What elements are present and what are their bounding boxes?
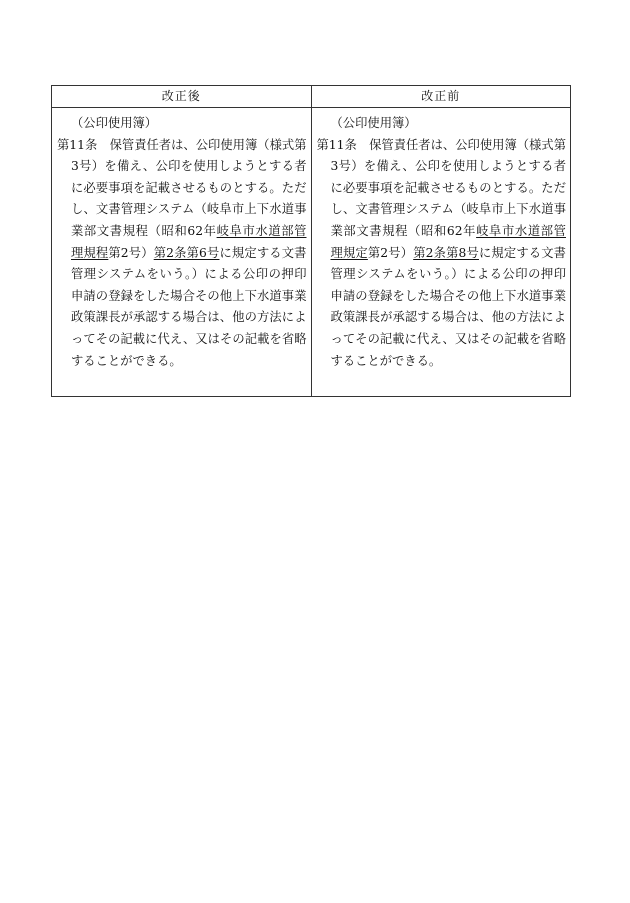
article-text-after (57, 135, 307, 373)
amended-text-1-after: 岐阜市水道部管理規程 (71, 223, 307, 260)
column-before (311, 108, 571, 396)
table-header-row (52, 86, 570, 108)
amended-text-2-before: 第2条第8号 (413, 245, 479, 260)
amended-text-1-before: 岐阜市水道部管理規定 (330, 223, 566, 260)
header-after: 改正後 (161, 89, 201, 103)
article-text-before (317, 135, 567, 373)
table-body-row (52, 108, 570, 396)
article-mid-before: 第2号） (367, 245, 414, 260)
header-before: 改正前 (311, 86, 571, 107)
article-caption-before: （公印使用簿） (330, 116, 417, 130)
article-prefix-before: 第11条 保管責任者は、公印使用簿（様式第3号）を備え、公印を使用しようとする者に必要事項を記載させるものとする。ただし、文書管理システム（岐阜市上下水道事業部文書規程（昭和62年 (316, 137, 566, 238)
article-suffix-after: に規定する文書管理システムをいう。）による公印の押印申請の登録をした場合その他上下水道事業政策課長が承認する場合は、他の方法によってその記載に代え、又はその記載を省略することができる。 (71, 245, 307, 368)
comparison-table (51, 85, 571, 397)
article-caption-after: （公印使用簿） (71, 116, 158, 130)
amended-text-2-after: 第2条第6号 (153, 245, 220, 260)
article-mid-after: 第2号） (108, 245, 154, 260)
column-after (52, 108, 311, 396)
article-suffix-before: に規定する文書管理システムをいう。）による公印の押印申請の登録をした場合その他上下水道事業政策課長が承認する場合は、他の方法によってその記載に代え、又はその記載を省略することができる。 (330, 245, 566, 368)
article-prefix-after: 第11条 保管責任者は、公印使用簿（様式第3号）を備え、公印を使用しようとする者に必要事項を記載させるものとする。ただし、文書管理システム（岐阜市上下水道事業部文書規程（昭和62年 (57, 137, 307, 238)
